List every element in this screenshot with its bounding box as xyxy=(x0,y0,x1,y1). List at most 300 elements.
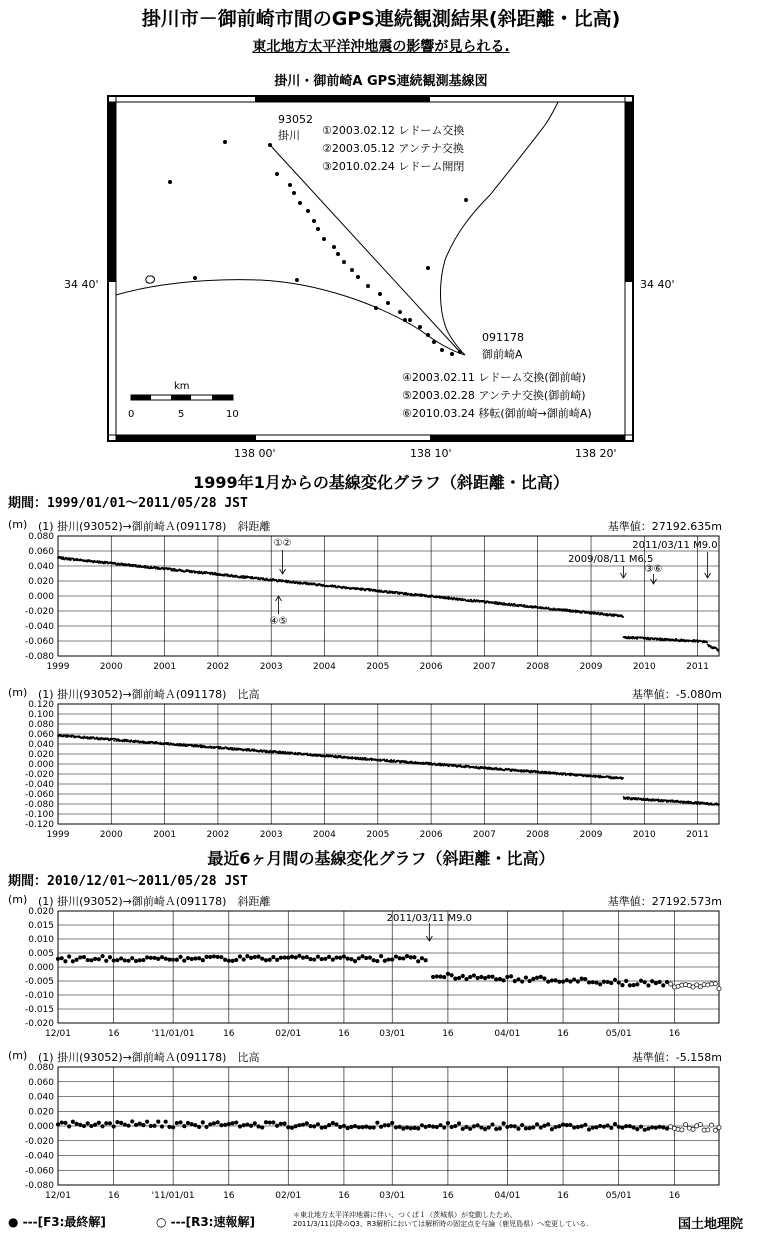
final-point xyxy=(643,980,647,984)
final-point xyxy=(622,777,624,779)
final-point xyxy=(316,955,320,959)
x-tick-label: 16 xyxy=(442,1029,454,1039)
y-tick-label: 0.120 xyxy=(28,700,54,710)
final-point xyxy=(383,1123,387,1127)
legend-note-2: 2011/3/11以降のQ3、R3解析においては解析時の固定点を与論（鹿児島県）へ変更している. xyxy=(293,1220,589,1228)
final-point xyxy=(505,1125,509,1129)
final-point xyxy=(531,977,535,981)
rapid-point xyxy=(706,1128,710,1132)
final-point xyxy=(212,954,216,958)
map-station-dot xyxy=(366,284,370,288)
final-point xyxy=(405,1125,409,1129)
final-point xyxy=(201,958,205,962)
final-point xyxy=(483,1127,487,1131)
final-point xyxy=(145,1120,149,1124)
final-point xyxy=(208,1122,212,1126)
final-point xyxy=(420,956,424,960)
final-point xyxy=(442,975,446,979)
chart2-reference: 基準値：-5.080m xyxy=(631,688,722,701)
final-point xyxy=(583,977,587,981)
final-point xyxy=(290,955,294,959)
lon-label-2: 138 10' xyxy=(410,447,452,460)
final-point xyxy=(539,975,543,979)
final-point xyxy=(631,1125,635,1129)
x-tick-label: 16 xyxy=(223,1191,235,1201)
final-point xyxy=(476,1123,480,1127)
map-station-dot xyxy=(403,318,407,322)
final-point xyxy=(197,956,201,960)
final-point xyxy=(108,1121,112,1125)
chart3-header: (1) 掛川(93052)→御前崎Ａ(091178) 斜距離 xyxy=(38,895,271,908)
final-point xyxy=(349,1125,353,1129)
final-point xyxy=(115,1120,119,1124)
final-point xyxy=(390,1121,394,1125)
y-tick-label: -0.120 xyxy=(24,820,54,830)
final-point xyxy=(219,1123,223,1127)
final-point xyxy=(338,956,342,960)
final-point xyxy=(457,976,461,980)
final-point xyxy=(56,1122,60,1126)
final-point xyxy=(464,977,468,981)
chart3-reference: 基準値：27192.573m xyxy=(607,895,722,908)
map-station-dot xyxy=(336,252,340,256)
final-point xyxy=(565,978,569,982)
map-border-left xyxy=(108,102,116,282)
map-station-dot xyxy=(350,268,354,272)
y-tick-label: 0.020 xyxy=(28,750,54,760)
map-event-6: ⑥2010.03.24 移転(御前崎→御前崎A) xyxy=(402,407,592,420)
scale-tick-5: 5 xyxy=(178,409,185,420)
final-point xyxy=(74,958,78,962)
final-point xyxy=(216,1120,220,1124)
final-point xyxy=(360,1125,364,1129)
final-point xyxy=(279,956,283,960)
final-point xyxy=(442,1125,446,1129)
final-point xyxy=(372,1125,376,1129)
final-point xyxy=(379,954,383,958)
final-point xyxy=(628,1124,632,1128)
final-point xyxy=(164,1120,168,1124)
rapid-point xyxy=(713,982,717,986)
final-point xyxy=(443,765,445,767)
final-point xyxy=(453,1124,457,1128)
final-point xyxy=(509,1124,513,1128)
final-point xyxy=(450,973,454,977)
final-point xyxy=(520,979,524,983)
final-point xyxy=(290,1126,294,1130)
final-point xyxy=(622,616,624,618)
final-point xyxy=(453,977,457,981)
final-point xyxy=(134,1123,138,1127)
final-point xyxy=(520,1123,524,1127)
scale-tick-10: 10 xyxy=(226,409,239,420)
final-point xyxy=(494,1127,498,1131)
x-tick-label: 2008 xyxy=(526,830,550,840)
final-point xyxy=(230,1121,234,1125)
annotation-label: ①② xyxy=(273,538,292,549)
final-point xyxy=(576,979,580,983)
final-point xyxy=(472,1124,476,1128)
y-tick-label: 0.010 xyxy=(28,935,54,945)
final-point xyxy=(227,1122,231,1126)
x-tick-label: '11/01/01 xyxy=(151,1191,195,1201)
map-title: 掛川・御前崎A GPS連続観測基線図 xyxy=(274,74,488,89)
page-subtitle: 東北地方太平洋沖地震の影響が見られる. xyxy=(252,39,510,55)
final-point xyxy=(112,958,116,962)
final-point xyxy=(513,1124,517,1128)
final-point xyxy=(182,959,186,963)
y-tick-label: 0.040 xyxy=(28,740,54,750)
chart4-height-short xyxy=(0,1063,762,1203)
final-point xyxy=(583,1123,587,1127)
chart4-unit: (m) xyxy=(8,1049,28,1062)
coast-island xyxy=(146,276,155,283)
final-point xyxy=(186,1121,190,1125)
final-point xyxy=(524,1126,528,1130)
final-point xyxy=(171,958,175,962)
final-point xyxy=(617,1125,621,1129)
final-point xyxy=(605,1123,609,1127)
final-point xyxy=(383,959,387,963)
final-point xyxy=(175,1121,179,1125)
final-point xyxy=(535,1122,539,1126)
final-point xyxy=(245,954,249,958)
final-point xyxy=(74,1122,78,1126)
x-tick-label: 2010 xyxy=(632,830,656,840)
final-point xyxy=(353,1124,357,1128)
final-point xyxy=(145,565,147,567)
final-point xyxy=(591,980,595,984)
final-point xyxy=(327,1123,331,1127)
y-tick-label: -0.020 xyxy=(24,607,54,617)
final-point xyxy=(502,978,506,982)
map-event-1: ①2003.02.12 レドーム交換 xyxy=(322,124,465,137)
final-point xyxy=(580,1124,584,1128)
rapid-point xyxy=(680,1128,684,1132)
chart2-height-long xyxy=(0,700,762,842)
final-point xyxy=(342,954,346,958)
final-point xyxy=(312,1124,316,1128)
final-point xyxy=(409,955,413,959)
final-point xyxy=(56,957,60,961)
final-point xyxy=(620,1126,624,1130)
final-point xyxy=(609,1126,613,1130)
final-point xyxy=(204,955,208,959)
map-event-3: ③2010.02.24 レドーム開閉 xyxy=(322,160,465,173)
final-point xyxy=(401,1127,405,1131)
final-point xyxy=(160,1124,164,1128)
final-point xyxy=(238,954,242,958)
final-point xyxy=(223,1123,227,1127)
final-point xyxy=(160,955,164,959)
y-tick-label: -0.100 xyxy=(24,810,54,820)
final-point xyxy=(487,1125,491,1129)
final-point xyxy=(424,1125,428,1129)
scale-seg-1 xyxy=(131,395,151,400)
final-point xyxy=(156,957,160,961)
station-top-name: 掛川 xyxy=(278,129,300,142)
y-tick-label: -0.080 xyxy=(24,1181,54,1191)
final-point xyxy=(104,1121,108,1125)
rapid-point xyxy=(683,1123,687,1127)
final-point xyxy=(646,1127,650,1131)
map-border-bottom xyxy=(430,435,625,441)
map-station-dot xyxy=(332,245,336,249)
final-point xyxy=(368,956,372,960)
y-tick-label: -0.080 xyxy=(24,652,54,662)
final-point xyxy=(323,957,327,961)
final-point xyxy=(438,1123,442,1127)
chart3-unit: (m) xyxy=(8,893,28,906)
y-tick-label: 0.015 xyxy=(28,921,54,931)
final-point xyxy=(568,979,572,983)
final-point xyxy=(271,955,275,959)
final-point xyxy=(524,976,528,980)
final-point xyxy=(71,959,75,963)
rapid-point xyxy=(691,1127,695,1131)
final-point xyxy=(572,977,576,981)
final-point xyxy=(546,980,550,984)
final-point xyxy=(446,1121,450,1125)
final-point xyxy=(516,977,520,981)
long-section-title: 1999年1月からの基線変化グラフ（斜距離・比高） xyxy=(193,473,569,492)
final-point xyxy=(401,956,405,960)
final-point xyxy=(424,958,428,962)
y-tick-label: -0.040 xyxy=(24,622,54,632)
x-tick-label: 2003 xyxy=(259,830,283,840)
x-tick-label: 2001 xyxy=(153,830,177,840)
final-point xyxy=(490,975,494,979)
final-point xyxy=(461,1127,465,1131)
final-point xyxy=(149,1124,153,1128)
station-bottom-id: 091178 xyxy=(482,331,524,344)
chart3-slope-distance-short xyxy=(0,907,762,1041)
y-tick-label: -0.020 xyxy=(24,1136,54,1147)
lat-label-right: 34 40' xyxy=(640,278,675,291)
final-point xyxy=(256,1124,260,1128)
series-points xyxy=(56,954,721,991)
final-point xyxy=(115,958,119,962)
chart1-unit: (m) xyxy=(8,518,28,531)
map-border-right xyxy=(625,102,633,282)
final-point xyxy=(308,1124,312,1128)
final-point xyxy=(190,957,194,961)
map-station-dot xyxy=(398,310,402,314)
final-point xyxy=(138,1121,142,1125)
final-point xyxy=(60,956,64,960)
y-tick-label: -0.015 xyxy=(24,1005,54,1015)
map-event-2: ②2003.05.12 アンテナ交換 xyxy=(322,142,464,155)
x-tick-label: 16 xyxy=(338,1029,350,1039)
annotation xyxy=(274,538,292,574)
short-section-title: 最近6ヶ月間の基線変化グラフ（斜距離・比高） xyxy=(207,849,555,868)
final-point xyxy=(531,1125,535,1129)
final-point xyxy=(126,1124,130,1128)
final-point xyxy=(323,1125,327,1129)
y-tick-label: 0.000 xyxy=(28,592,54,602)
y-tick-label: 0.060 xyxy=(28,730,54,740)
x-tick-label: 16 xyxy=(107,1191,120,1201)
final-point xyxy=(409,1126,413,1130)
final-point xyxy=(331,1121,335,1125)
map-station-dot xyxy=(292,191,296,195)
final-point xyxy=(516,1127,520,1131)
final-point xyxy=(542,976,546,980)
final-point xyxy=(353,959,357,963)
short-period: 期間：2010/12/01～2011/05/28 JST xyxy=(8,874,248,889)
final-point xyxy=(227,959,231,963)
final-point xyxy=(505,975,509,979)
final-point xyxy=(334,955,338,959)
final-point xyxy=(97,957,101,961)
final-point xyxy=(375,959,379,963)
final-point xyxy=(126,959,130,963)
final-point xyxy=(438,975,442,979)
final-point xyxy=(412,1126,416,1130)
final-point xyxy=(472,973,476,977)
final-point xyxy=(394,954,398,958)
final-point xyxy=(297,1123,301,1127)
chart2-unit: (m) xyxy=(8,686,28,699)
map-event-5: ⑤2003.02.28 アンテナ交換(御前崎) xyxy=(402,389,586,402)
final-point xyxy=(119,956,123,960)
final-point xyxy=(201,1120,205,1124)
final-point xyxy=(204,1125,208,1129)
final-point xyxy=(230,959,234,963)
rapid-point xyxy=(717,987,721,991)
x-tick-label: 2004 xyxy=(312,662,336,672)
final-point xyxy=(568,1123,572,1127)
final-point xyxy=(141,958,145,962)
map-station-dot xyxy=(312,219,316,223)
station-top-id: 93052 xyxy=(278,113,313,126)
scale-seg-3 xyxy=(212,395,233,400)
x-tick-label: 03/01 xyxy=(379,1029,406,1039)
final-point xyxy=(435,1125,439,1129)
series-points xyxy=(57,734,720,806)
x-tick-label: 2005 xyxy=(366,662,390,672)
final-point xyxy=(360,954,364,958)
final-point xyxy=(535,976,539,980)
baseline-line xyxy=(270,145,460,352)
y-tick-label: 0.000 xyxy=(28,963,54,973)
final-point xyxy=(565,1123,569,1127)
x-tick-label: 2006 xyxy=(419,662,443,672)
map-station-dot xyxy=(418,325,422,329)
final-point xyxy=(242,1123,246,1127)
final-point xyxy=(594,1125,598,1129)
final-point xyxy=(379,1125,383,1129)
y-tick-label: 0.000 xyxy=(28,1122,54,1132)
x-tick-label: 1999 xyxy=(46,830,70,840)
final-point xyxy=(554,1125,558,1129)
final-point xyxy=(171,1125,175,1129)
final-point xyxy=(294,955,298,959)
scale-tick-0: 0 xyxy=(128,409,135,420)
annotation xyxy=(270,596,288,627)
final-point xyxy=(301,1123,305,1127)
final-point xyxy=(216,955,220,959)
final-point xyxy=(639,979,643,983)
final-point xyxy=(639,1125,643,1129)
x-tick-label: 2005 xyxy=(366,830,390,840)
final-point xyxy=(627,798,629,800)
final-point xyxy=(446,972,450,976)
final-point xyxy=(718,650,720,652)
final-point xyxy=(342,1124,346,1128)
final-point xyxy=(282,1121,286,1125)
final-point xyxy=(357,1125,361,1129)
final-point xyxy=(67,1124,71,1128)
final-point xyxy=(479,975,483,979)
x-tick-label: 04/01 xyxy=(494,1029,521,1039)
x-tick-label: 16 xyxy=(557,1029,569,1039)
final-point xyxy=(93,957,97,961)
final-point xyxy=(420,1123,424,1127)
final-point xyxy=(628,983,632,987)
final-point xyxy=(706,642,708,644)
y-tick-label: -0.040 xyxy=(24,780,54,790)
rapid-point xyxy=(713,1128,717,1132)
map-station-dot xyxy=(316,227,320,231)
station-bottom-name: 御前崎A xyxy=(482,348,523,361)
final-point xyxy=(657,980,661,984)
lat-label-left: 34 40' xyxy=(64,278,99,291)
x-tick-label: 02/01 xyxy=(275,1191,302,1201)
x-tick-label: 12/01 xyxy=(45,1029,71,1039)
y-tick-label: -0.060 xyxy=(24,790,54,800)
annotation xyxy=(387,913,472,941)
x-tick-label: 04/01 xyxy=(494,1191,521,1201)
map-station-dot xyxy=(275,172,279,176)
final-point xyxy=(223,958,227,962)
final-point xyxy=(275,1124,279,1128)
final-point xyxy=(390,957,394,961)
x-tick-label: 16 xyxy=(668,1029,681,1039)
final-point xyxy=(561,980,565,984)
x-tick-label: 2009 xyxy=(579,830,603,840)
map-station-dot xyxy=(298,201,302,205)
map-event-4: ④2003.02.11 レドーム交換(御前崎) xyxy=(402,371,586,384)
final-point xyxy=(598,1124,602,1128)
final-point xyxy=(245,1122,249,1126)
chart1-slope-distance-long xyxy=(0,532,762,674)
final-point xyxy=(256,955,260,959)
final-point xyxy=(167,958,171,962)
x-tick-label: 2004 xyxy=(312,830,336,840)
final-point xyxy=(164,957,168,961)
final-point xyxy=(78,955,82,959)
map-station-dot xyxy=(356,275,360,279)
final-point xyxy=(193,1123,197,1127)
final-point xyxy=(572,1125,576,1129)
x-tick-label: 2010 xyxy=(632,662,656,672)
map-station-dot xyxy=(295,278,299,282)
final-point xyxy=(594,980,598,984)
map-station-dot xyxy=(193,276,197,280)
final-point xyxy=(268,1120,272,1124)
final-point xyxy=(89,1124,93,1128)
chart1-reference: 基準値：27192.635m xyxy=(607,520,722,533)
final-point xyxy=(498,977,502,981)
final-point xyxy=(643,1128,647,1132)
final-point xyxy=(598,982,602,986)
map-station-dot xyxy=(426,266,430,270)
final-point xyxy=(297,954,301,958)
final-point xyxy=(635,982,639,986)
final-point xyxy=(338,1125,342,1129)
final-point xyxy=(557,980,561,984)
